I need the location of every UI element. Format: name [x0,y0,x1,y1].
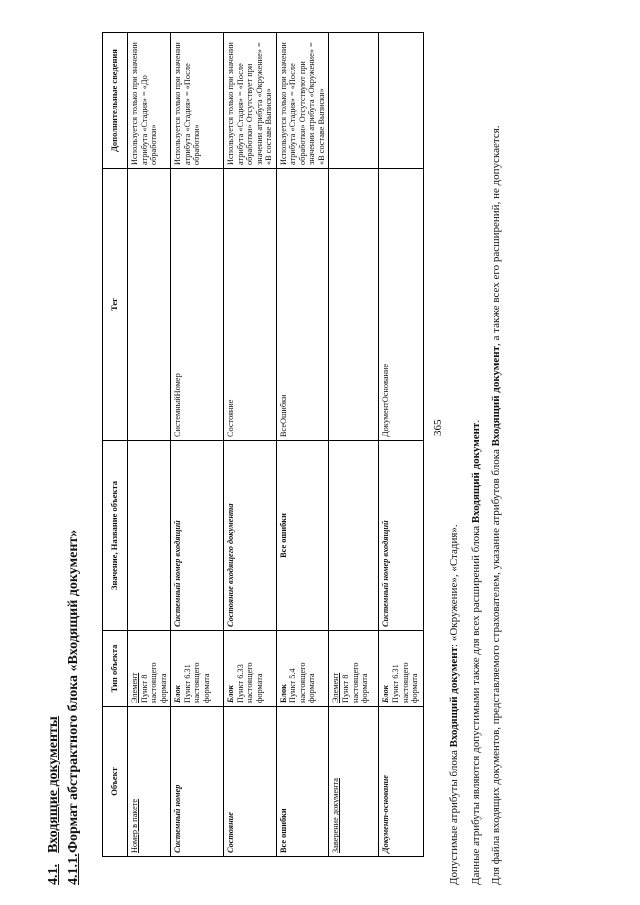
table-row [379,33,424,857]
object-type: Блок [226,685,236,703]
table-row [329,33,379,857]
restriction-paragraph: Для файла входящих документов, представляемого страхователем, указание атрибутов блока Входящий документ, а также всех его расширений, не допускается. [490,125,502,885]
tag-text: ВсеОшибки [276,169,329,441]
object-type: Блок [381,685,391,703]
page-number: 365 [432,419,444,436]
info-text: Используется только при значении атрибута «Стадия» = «До обработки» [128,33,171,169]
info-cell [379,33,424,169]
block-name: Входящий документ [448,646,460,748]
object-type: Элемент [130,672,139,703]
tag-text: ДокументОснование [379,169,424,441]
value-cell [128,441,171,631]
type-reference: Пункт 6.31 настоящего формата [182,662,211,703]
header-value: Значение, Название объекта [103,441,128,631]
object-type: Блок [278,684,288,703]
type-reference: Пункт 8 настоящего формата [340,662,370,703]
block-format-table [102,32,424,857]
header-tag: Тег [103,169,128,441]
table-row [171,33,224,857]
attributes-paragraph: Допустимые атрибуты блока Входящий документ: «Окружение», «Стадия». [448,524,460,885]
type-reference: Пункт 8 настоящего формата [139,662,168,703]
table-header-row [103,33,128,857]
value-text: Системный номер входящий [173,520,183,627]
info-text: Используется только при значении атрибута «Стадия» = «После обработки» Отсутствуют при значении атрибута «Окружение» = «В составе Выписки» [276,33,329,169]
header-object: Объект [103,707,128,857]
header-info: Дополнительные сведения [103,33,128,169]
tag-text: Состояние [224,169,277,441]
value-text: Системный номер входящий [381,520,391,627]
header-type: Тип объекта [103,631,128,707]
value-cell [329,441,379,631]
object-name: Все ошибки [278,808,288,853]
extensions-paragraph: Данные атрибуты являются допустимыми также для всех расширений блока Входящий документ. [470,419,482,885]
block-name: Входящий документ [490,345,502,447]
section-number: 4.1. [46,864,61,885]
table-row [224,33,277,857]
type-reference: Пункт 5.4 настоящего формата [288,662,317,703]
info-text: Используется только при значении атрибута «Стадия» = «После обработки» [171,33,224,169]
object-name: Номер в пакете [130,798,139,853]
object-name: Состояние [226,812,236,853]
subsection-number: 4.1.1. [66,853,81,885]
section-title: Входящие документы [46,716,61,853]
object-type: Блок [173,685,183,703]
tag-cell [329,169,379,441]
block-name: Входящий документ [470,422,482,524]
type-reference: Пункт 6.31 настоящего формата [390,662,420,703]
object-name: Системный номер [173,784,183,853]
object-type: Элемент [331,672,341,703]
tag-cell [128,169,171,441]
subsection-heading [66,530,82,885]
table-row [276,33,329,857]
subsection-title: Формат абстрактного блока «Входящий документ» [66,529,81,853]
tag-text: СистемныйНомер [171,169,224,441]
section-heading [46,716,62,885]
info-text: Используется только при значении атрибута «Стадия» = «После обработки» Отсутствует при значении атрибута «Окружение» = «В составе Выписки» [224,33,277,169]
object-name: Документ-основание [381,775,391,853]
value-text: Состояние входящего документа [226,503,236,627]
value-text: Все ошибки [276,441,329,631]
info-cell [329,33,379,169]
type-reference: Пункт 6.33 настоящего формата [235,662,264,703]
table-row [128,33,171,857]
object-name: Заверение документа [331,778,341,853]
